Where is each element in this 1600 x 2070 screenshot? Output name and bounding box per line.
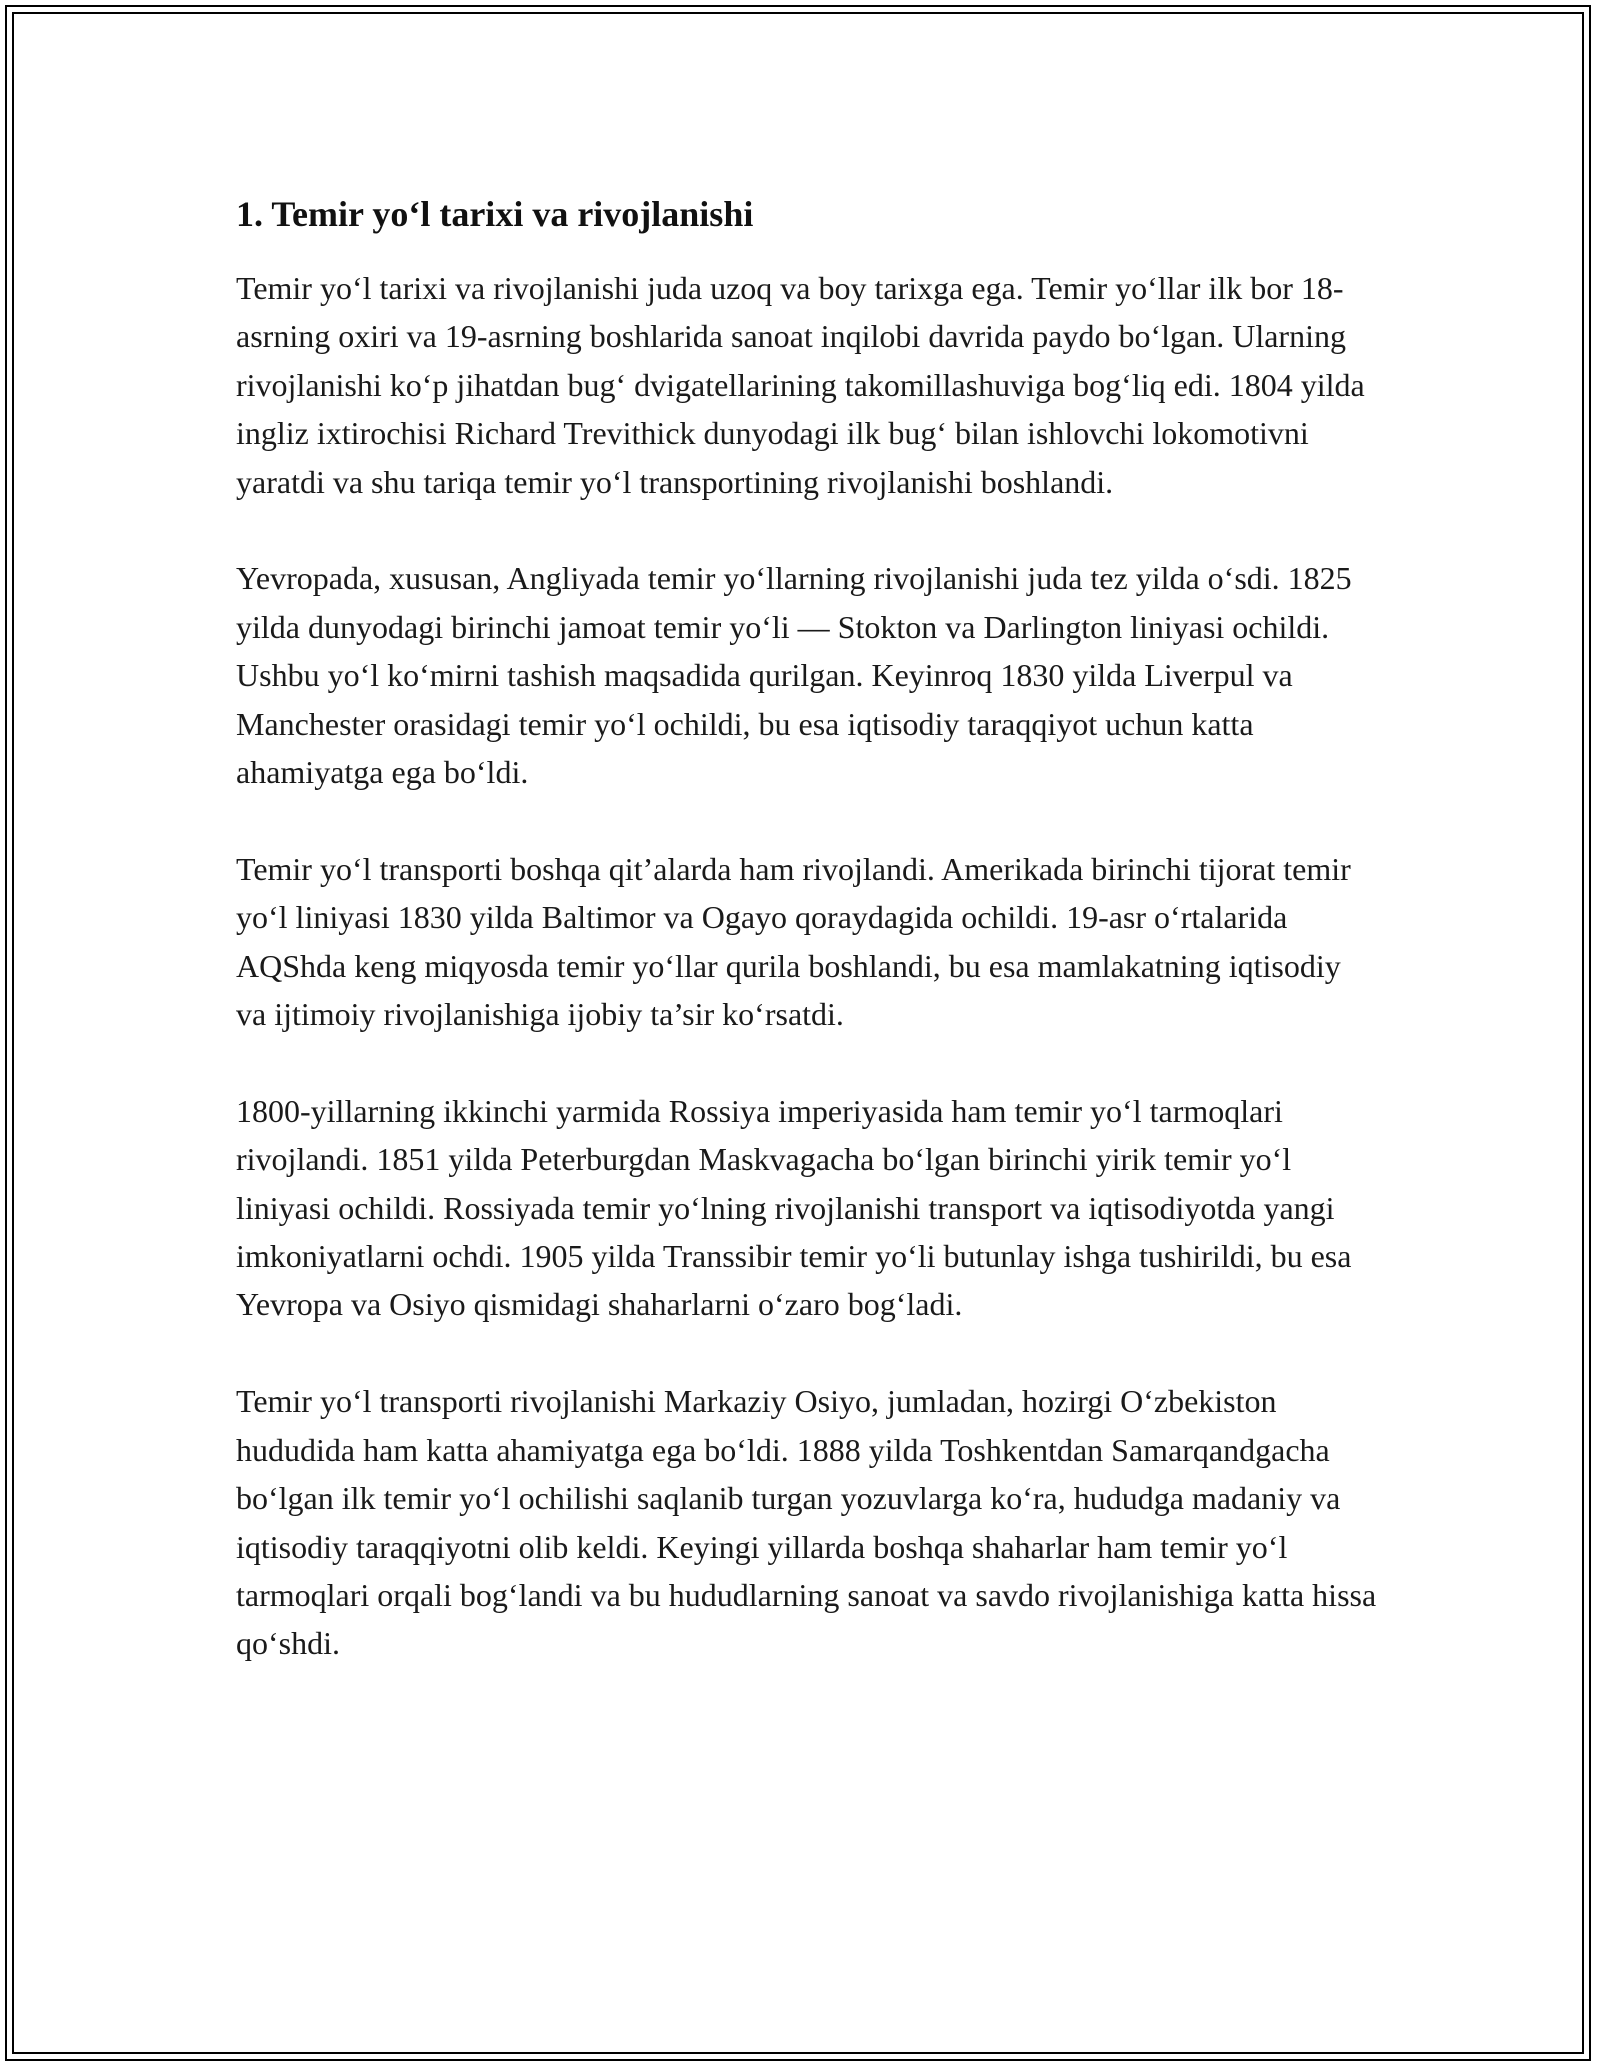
paragraph-2: Yevropada, xususan, Angliyada temir yo‘llarning rivojlanishi juda tez yilda o‘sdi. 1825 yilda dunyodagi birinchi jamoat temir yo‘li — Stokton va Darlington liniyasi ochildi. Ushbu yo‘l ko‘mirni tashish maqsadida qurilgan. Keyinroq 1830 yilda Liverpul va Manchester orasidagi temir yo‘l ochildi, bu esa iqtisodiy taraqqiyot uchun katta ahamiyatga ega bo‘ldi. xyxy=(236,560,1352,791)
paragraph-1: Temir yo‘l tarixi va rivojlanishi juda uzoq va boy tarixga ega. Temir yo‘llar ilk bor 18-asrning oxiri va 19-asrning boshlarida sanoat inqilobi davrida paydo bo‘lgan. Ularning rivojlanishi ko‘p jihatdan bug‘ dvigatellarining takomillashuviga bog‘liq edi. 1804 yilda ingliz ixtirochisi Richard Trevithick dunyodagi ilk bug‘ bilan ishlovchi lokomotivni yaratdi va shu tariqa temir yo‘l transportining rivojlanishi boshlandi. xyxy=(236,270,1365,500)
paragraph-3: Temir yo‘l transporti boshqa qit’alarda ham rivojlandi. Amerikada birinchi tijorat temir yo‘l liniyasi 1830 yilda Baltimor va Ogayo qoraydagida ochildi. 19-asr o‘rtalarida AQShda keng miqyosda temir yo‘llar qurila boshlandi, bu esa mamlakatning iqtisodiy va ijtimoiy rivojlanishiga ijobiy ta’sir ko‘rsatdi. xyxy=(236,850,1351,1033)
paragraph-4: 1800-yillarning ikkinchi yarmida Rossiya imperiyasida ham temir yo‘l tarmoqlari rivojlandi. 1851 yilda Peterburgdan Maskvagacha bo‘lgan birinchi yirik temir yo‘l liniyasi ochildi. Rossiyada temir yo‘lning rivojlanishi transport va iqtisodiyotda yangi imkoniyatlarni ochdi. 1905 yilda Transsibir temir yo‘li butunlay ishga tushirildi, bu esa Yevropa va Osiyo qismidagi shaharlarni o‘zaro bog‘ladi. xyxy=(236,1092,1352,1323)
section-heading: 1. Temir yo‘l tarixi va rivojlanishi xyxy=(236,194,754,234)
document-body xyxy=(236,186,1378,1668)
paragraph-5: Temir yo‘l transporti rivojlanishi Markaziy Osiyo, jumladan, hozirgi O‘zbekiston hududida ham katta ahamiyatga ega bo‘ldi. 1888 yilda Toshkentdan Samarqandgacha bo‘lgan ilk temir yo‘l ochilishi saqlanib turgan yozuvlarga ko‘ra, hududga madaniy va iqtisodiy taraqqiyotni olib keldi. Keyingi yillarda boshqa shaharlar ham temir yo‘l tarmoqlari orqali bog‘landi va bu hududlarning sanoat va savdo rivojlanishiga katta hissa qo‘shdi. xyxy=(236,1383,1377,1662)
